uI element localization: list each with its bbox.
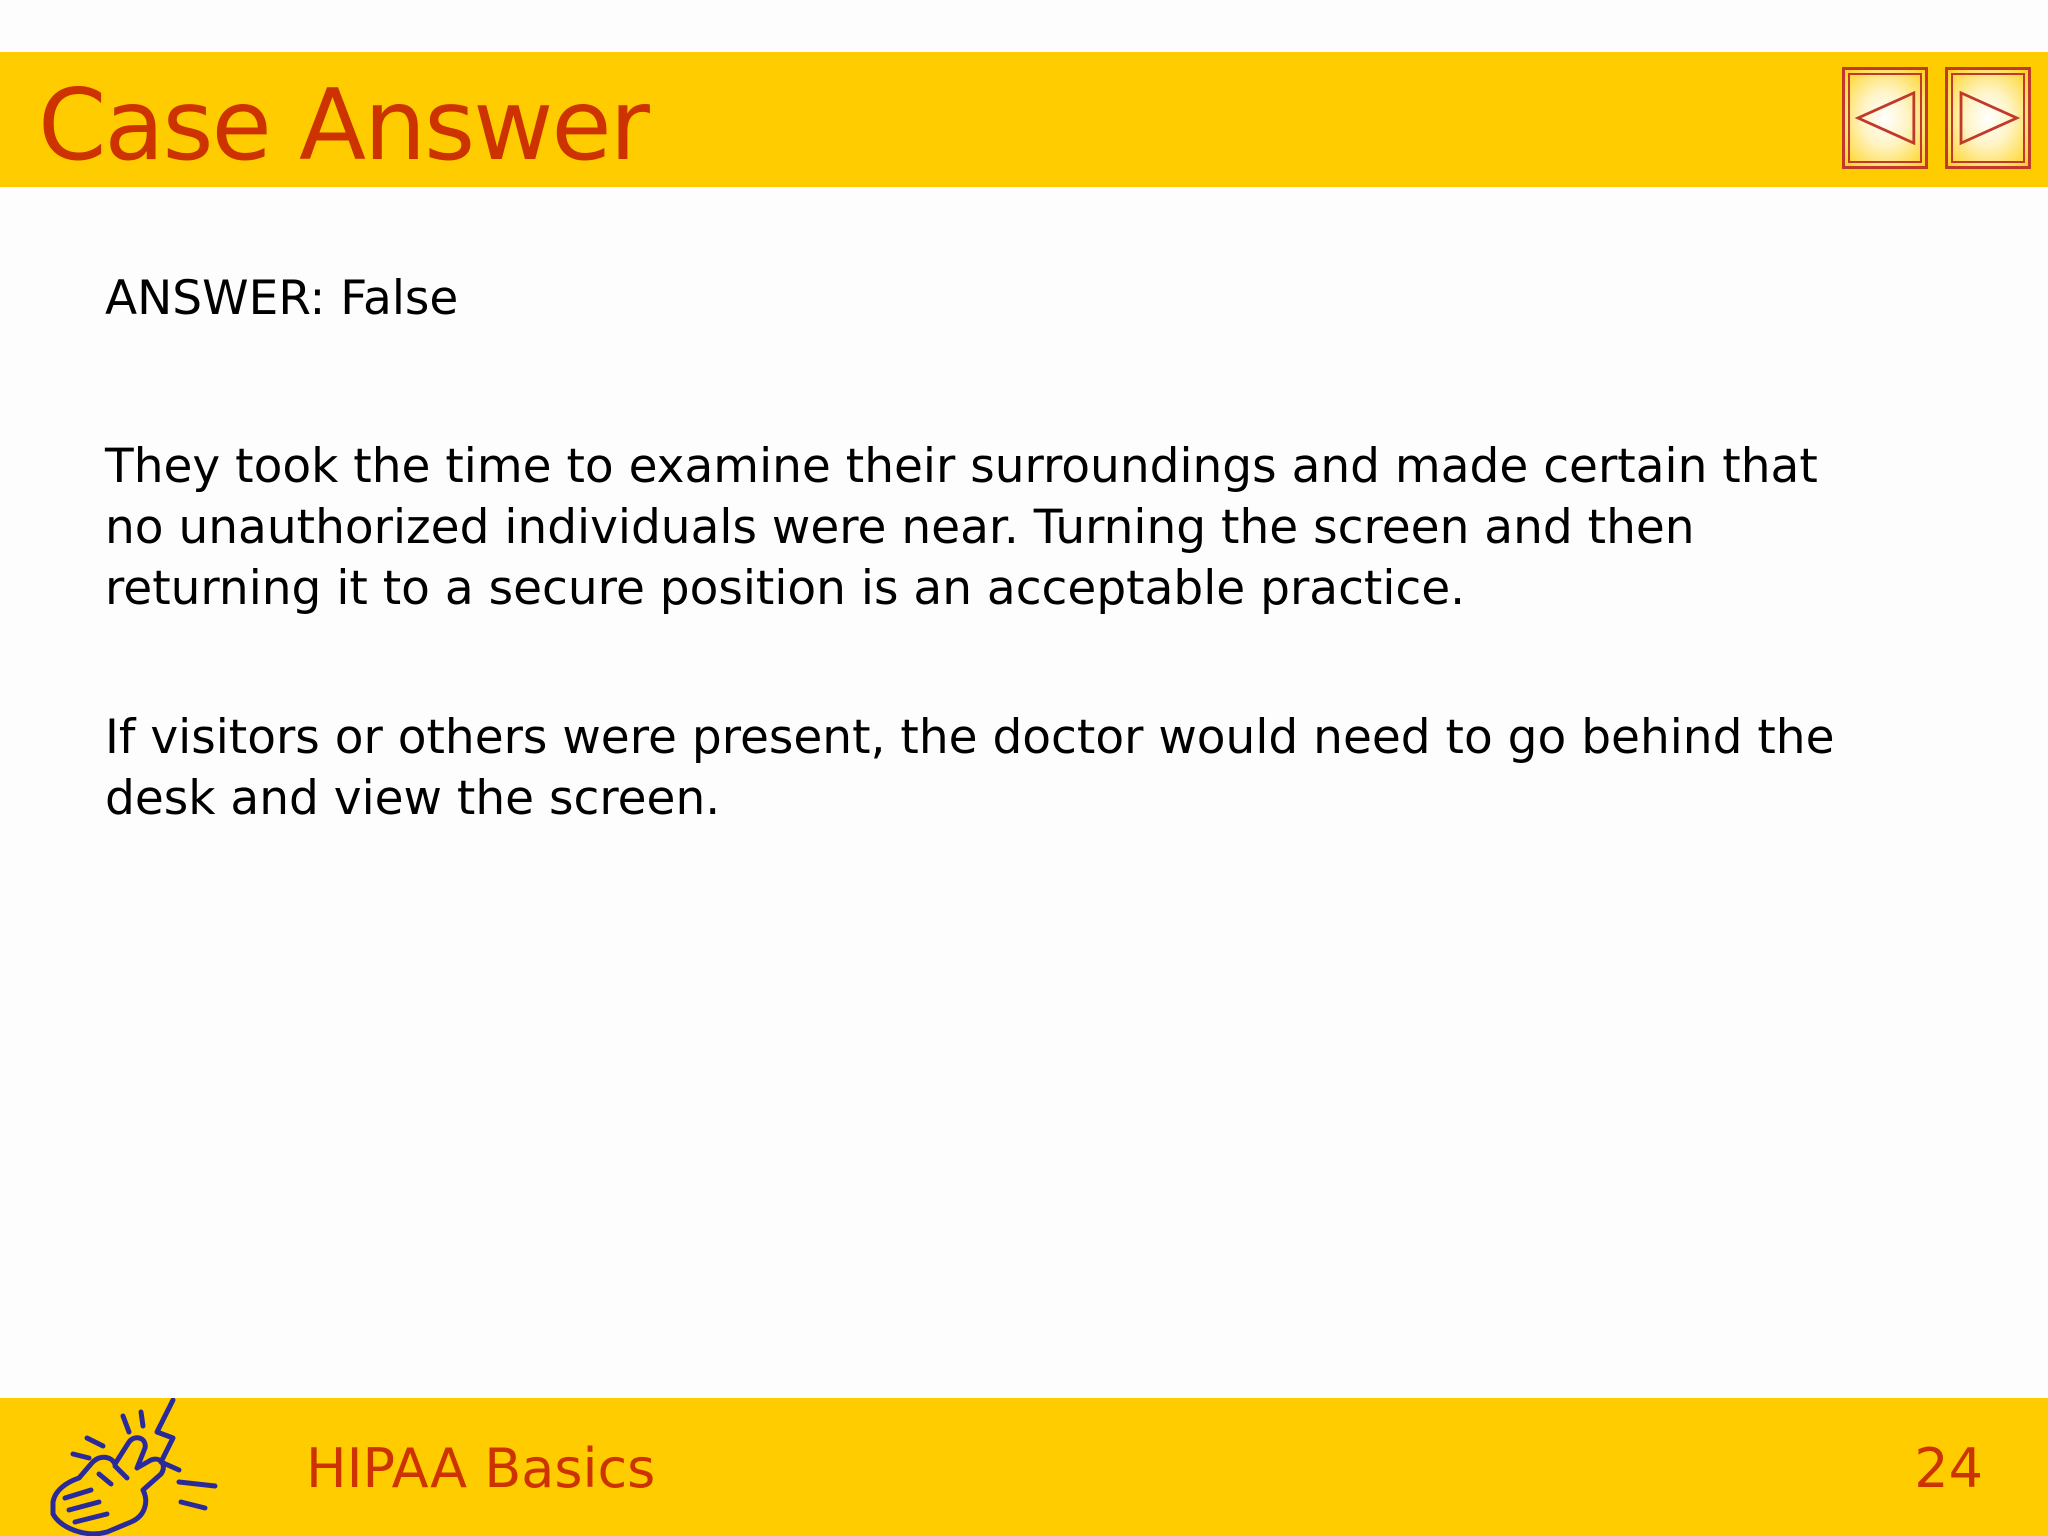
slide-number: 24: [1914, 1437, 1983, 1500]
triangle-right-icon: [1948, 70, 2028, 166]
answer-text: ANSWER: False: [105, 271, 459, 326]
condition-paragraph: If visitors or others were present, the doctor would need to go behind the desk and view the screen.: [105, 710, 1835, 826]
next-slide-button[interactable]: [1945, 67, 2031, 169]
explanation-paragraph: They took the time to examine their surroundings and made certain that no unauthorized individuals were near. Turning the screen and then returning it to a secure position is an acceptable practice.: [105, 439, 1818, 616]
pointing-hand-icon: [45, 1398, 225, 1536]
slide-body: [105, 268, 1865, 829]
previous-slide-button[interactable]: [1842, 67, 1928, 169]
course-title: HIPAA Basics: [306, 1437, 656, 1500]
slide-title: Case Answer: [38, 69, 648, 183]
triangle-left-icon: [1845, 70, 1925, 166]
